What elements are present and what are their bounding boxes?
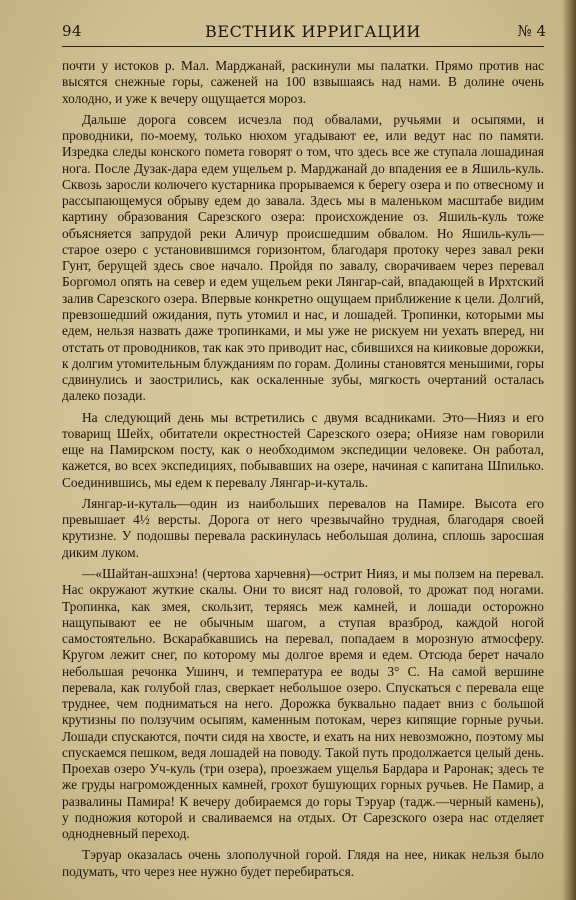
article-body	[62, 58, 544, 885]
paragraph: Тэруар оказалась очень злополучной горой. Глядя на нее, никак нельзя было подумать, что через нее нужно будет перебираться.	[62, 847, 544, 879]
header-rule	[62, 46, 544, 47]
journal-title: ВЕСТНИК ИРРИГАЦИИ	[205, 22, 421, 41]
issue-number: № 4	[517, 22, 546, 40]
paragraph: Дальше дорога совсем исчезла под обвалами, ручьями и осыпями, и проводники, по-моему, только нюхом угадывают ее, или ведут нас по памяти. Изредка следы конского помета говорят о том, что здесь все же ступала лошадиная нога. После Дузак-дара едем ущельем р. Марджанай до впадения ее в Яшиль-куль. Сквозь заросли колючего кустарника прорываемся к берегу озера и по отвесному и рассыпающемуся обрыву едем до завала. Здесь мы в маленьком масштабе видим картину образования Сарезского озера: происхождение оз. Яшиль-куль тоже объясняется запрудой реки Аличур происшедшим обвалом. Но Яшиль-куль—старое озеро с установившимся горизонтом, благодаря протоку через завал реки Гунт, берущей здесь свое начало. Пройдя по завалу, сворачиваем через перевал Боргомол опять на север и едем ущельем реки Лянгар-сай, впадающей в Ирхтский залив Сарезского озера. Впервые конкретно ощущаем приближение к цели. Долгий, превзошедший ожидания, путь утомил и нас, и лошадей. Тропинки, которыми мы едем, нельзя назвать даже тропинками, и мы уже не рискуем ни уехать вперед, ни отстать от проводников, так как это приводит нас, сбившихся на кииковые дорожки, к долгим утомительным блужданиям по горам. Долины становятся меньшими, горы сдвинулись и заострились, как оскаленные зубы, мягкость очертаний осталась далеко позади.	[62, 111, 544, 404]
paragraph: Лянгар-и-куталь—один из наибольших перевалов на Памире. Высота его превышает 4½ версты. Дорога от него чрезвычайно трудная, благодаря своей крутизне. У подошвы перевала раскинулась небольшая долина, сплошь заросшая диким луком.	[62, 495, 544, 560]
paragraph: На следующий день мы встретились с двумя всадниками. Это—Нияз и его товарищ Шейх, обитатели окрестностей Сарезского озера; оНиязе нам говорили еще на Памирском посту, как о необходимом экспедиции человеке. Он работал, кажется, во всех экспедициях, побывавших на озере, начиная с капитана Шпилько. Соединившись, мы едем к перевалу Лянгар-и-куталь.	[62, 409, 544, 490]
page-number: 94	[62, 22, 83, 40]
page-edge-shadow	[562, 0, 576, 900]
paragraph: почти у истоков р. Мал. Марджанай, раскинули мы палатки. Прямо против нас высятся снежные горы, саженей на 100 взвышаясь над нами. В долине очень холодно, и уже к вечеру ощущается мороз.	[62, 58, 544, 106]
running-header	[0, 22, 576, 46]
paragraph: —«Шайтан-ашхэна! (чертова харчевня)—острит Нияз, и мы ползем на перевал. Нас окружают жуткие скалы. Они то висят над головой, то дрожат под ногами. Тропинка, как змея, скользит, теряясь меж камней, и лошади осторожно нащупывают ее не обычным шагом, а ступая вразброд, каждой ногой самостоятельно. Вскарабкавшись на перевал, попадаем в морозную атмосферу. Кругом лежит снег, по которому мы долгое время и едем. Отсюда берет начало небольшая речонка Ушинч, и температура ее воды 3° С. На самой вершине перевала, как голубой глаз, сверкает небольшое озеро. Спускаться с перевала еще труднее, чем подниматься на него. Дорожка буквально падает вниз с большой крутизны по ползучим осыпям, каменным потокам, через кипящие горные ручьи. Лошади спускаются, почти сидя на хвосте, и ехать на них невозможно, поэтому мы спускаемся пешком, ведя лошадей на поводу. Такой путь продолжается целый день. Проехав озеро Уч-куль (три озера), проезжаем ущелья Бардара и Раронак; здесь те же груды нагроможденных камней, грохот бушующих горных ручьев. Не Памир, а развалины Памира! К вечеру добираемся до горы Тэруар (тадж.—черный камень), у подножия которой и сваливаемся на отдых. От Сарезского озера нас отделяет однодневный переход.	[62, 565, 544, 842]
